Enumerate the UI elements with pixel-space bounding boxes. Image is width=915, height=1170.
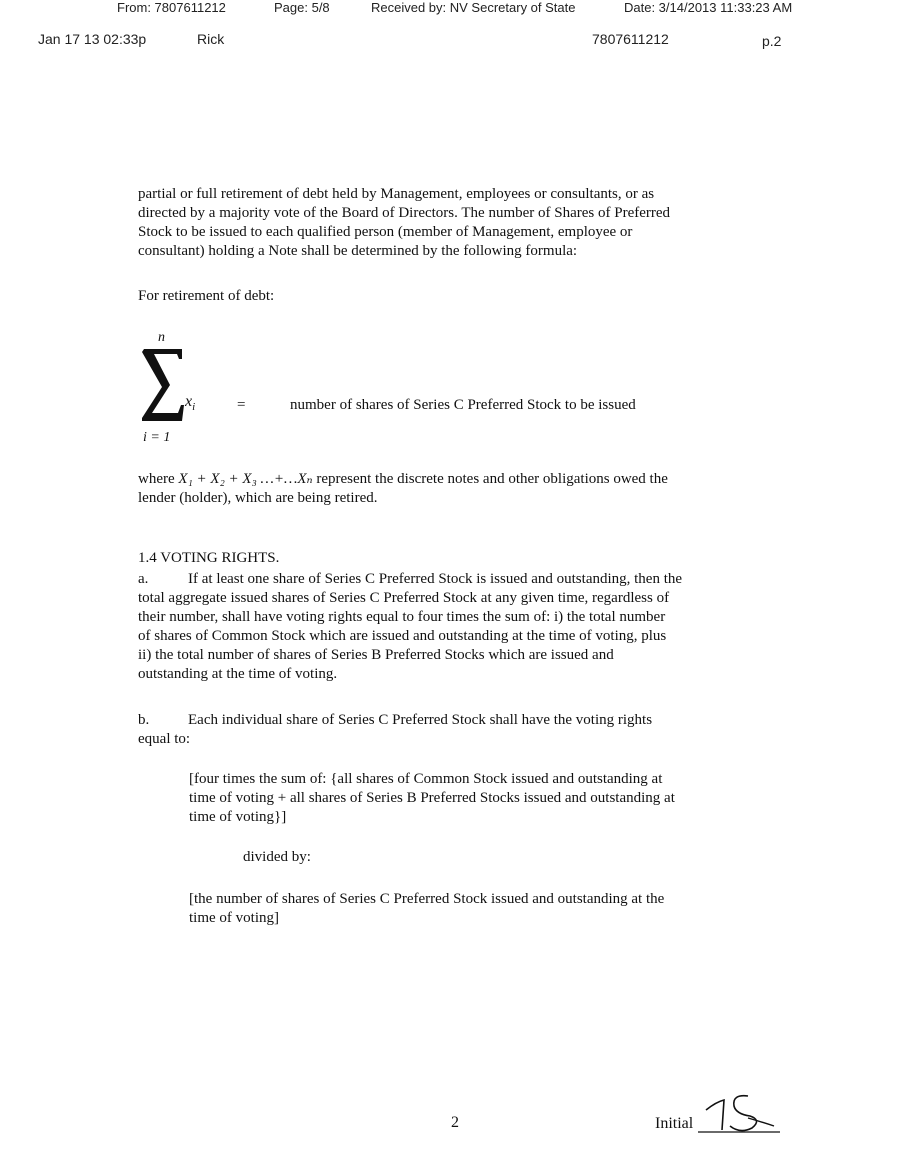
voting-a-text: If at least one share of Series C Preferred Stock is issued and outstanding, then the <box>188 571 683 587</box>
voting-numerator <box>189 770 789 827</box>
divided-by: divided by: <box>243 849 311 865</box>
sum-term-variable: x <box>185 393 193 410</box>
formula-result: number of shares of Series C Preferred Stock to be issued <box>290 397 636 413</box>
where-variables: X₁ + X₂ + X₃ …+…Xₙ <box>178 471 313 487</box>
sender-datetime: Jan 17 13 02:33p <box>38 31 147 47</box>
formula-label: For retirement of debt: <box>138 288 275 304</box>
sum-term-subscript: i <box>192 401 196 414</box>
formula-equals: = <box>237 397 246 413</box>
voting-a-line: of shares of Common Stock which are issued and outstanding at the time of voting, plus <box>138 628 667 644</box>
fax-from: From: 7807611212 <box>117 0 226 15</box>
voting-paragraph-a <box>138 570 788 684</box>
initials-signature <box>696 1088 782 1138</box>
fax-date: Date: 3/14/2013 11:33:23 AM <box>624 0 793 15</box>
sender-phone: 7807611212 <box>592 31 669 47</box>
numerator-line: time of voting}] <box>189 809 287 825</box>
intro-line: Stock to be issued to each qualified person (member of Management, employee or <box>138 224 633 240</box>
initial-label: Initial <box>655 1115 694 1132</box>
voting-b-line: equal to: <box>138 731 191 747</box>
denominator-line: [the number of shares of Series C Preferred Stock issued and outstanding at the <box>189 891 665 907</box>
denominator-line: time of voting] <box>189 910 279 926</box>
voting-b-text: Each individual share of Series C Preferred Stock shall have the voting rights <box>188 712 653 728</box>
voting-a-line: total aggregate issued shares of Series C Preferred Stock at any given time, regardless of <box>138 590 670 606</box>
where-line-1 <box>138 470 788 489</box>
voting-a-line: their number, shall have voting rights equal to four times the sum of: i) the total number <box>138 609 666 625</box>
voting-heading: 1.4 VOTING RIGHTS. <box>138 550 280 566</box>
sum-lower-limit: i = 1 <box>143 430 171 445</box>
voting-a-line: outstanding at the time of voting. <box>138 666 338 682</box>
where-prefix: where <box>138 471 179 487</box>
fax-page: Page: 5/8 <box>274 0 330 15</box>
fax-received: Received by: NV Secretary of State <box>371 0 576 15</box>
intro-paragraph <box>138 185 788 261</box>
intro-line: consultant) holding a Note shall be determined by the following formula: <box>138 243 578 259</box>
intro-line: partial or full retirement of debt held by Management, employees or consultants, or as <box>138 186 655 202</box>
page-number: 2 <box>451 1114 459 1131</box>
voting-b-line <box>138 711 788 730</box>
voting-a-label: a. <box>138 571 149 587</box>
summation-sigma-icon <box>140 345 186 429</box>
where-line1-rest: represent the discrete notes and other obligations owed the <box>312 471 668 487</box>
sender-page-ref: p.2 <box>762 33 782 49</box>
where-line-2: lender (holder), which are being retired. <box>138 490 378 506</box>
numerator-line: time of voting + all shares of Series B Preferred Stocks issued and outstanding at <box>189 790 675 806</box>
where-paragraph <box>138 470 788 508</box>
sum-term <box>185 392 195 417</box>
voting-a-line: ii) the total number of shares of Series B Preferred Stocks which are issued and <box>138 647 614 663</box>
numerator-line: [four times the sum of: {all shares of Common Stock issued and outstanding at <box>189 771 663 787</box>
voting-paragraph-b <box>138 711 788 749</box>
voting-denominator <box>189 890 789 928</box>
intro-line: directed by a majority vote of the Board of Directors. The number of Shares of Preferred <box>138 205 671 221</box>
voting-b-label: b. <box>138 712 150 728</box>
sum-upper-limit: n <box>158 330 165 345</box>
sender-name: Rick <box>197 31 225 47</box>
voting-a-line <box>138 570 788 589</box>
